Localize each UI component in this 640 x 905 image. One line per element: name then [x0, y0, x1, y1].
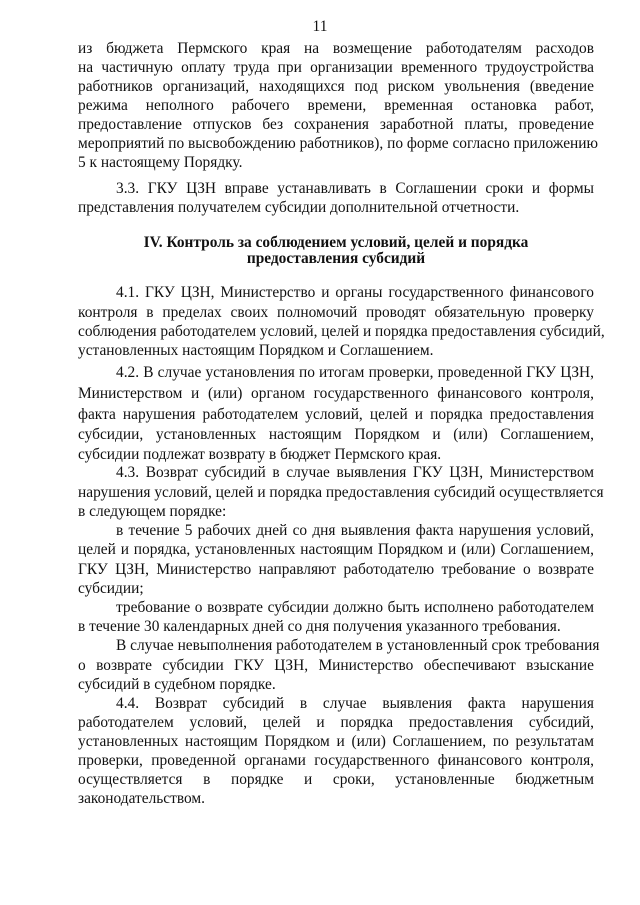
text-line: в течение 5 рабочих дней со дня выявления факта нарушения условий, — [116, 522, 594, 539]
text-line: факта нарушения работодателем условий, целей и порядка предоставления — [78, 406, 594, 423]
text-line: предоставление отпусков без сохранения заработной платы, проведение — [78, 116, 594, 133]
text-line: из бюджета Пермского края на возмещение работодателям расходов — [78, 40, 594, 57]
text-line: нарушения условий, целей и порядка предоставления субсидий осуществляется — [78, 484, 604, 501]
text-line: осуществляется в порядке и сроки, установленные бюджетным — [78, 771, 594, 788]
text-line: контроля в пределах своих полномочий проводят обязательную проверку — [78, 304, 594, 321]
text-line: 4.4. Возврат субсидий в случае выявления факта нарушения — [116, 695, 594, 712]
text-line: субсидий в судебном порядке. — [78, 676, 276, 693]
section-heading: IV. Контроль за соблюдением условий, целей и порядка — [143, 234, 529, 251]
page-number: 11 — [312, 18, 328, 35]
text-line: законодательством. — [78, 790, 206, 807]
text-line: представления получателем субсидии дополнительной отчетности. — [78, 199, 520, 216]
text-line: в следующем порядке: — [78, 503, 227, 520]
text-line: на частичную оплату труда при организации временного трудоустройства — [78, 59, 594, 76]
text-line: субсидии, установленных настоящим Порядком и (или) Соглашением, — [78, 426, 594, 443]
text-line: о возврате субсидии ГКУ ЦЗН, Министерство обеспечивают взыскание — [78, 657, 594, 674]
text-line: 4.1. ГКУ ЦЗН, Министерство и органы государственного финансового — [116, 284, 594, 301]
text-line: режима неполного рабочего времени, временная остановка работ, — [78, 97, 594, 114]
text-line: целей и порядка, установленных настоящим Порядком и (или) Соглашением, — [78, 541, 594, 558]
text-line: субсидии; — [78, 580, 144, 597]
text-line: мероприятий по высвобождению работников), по форме согласно приложению — [78, 135, 599, 152]
text-line: работодателем условий, целей и порядка предоставления субсидий, — [78, 714, 594, 731]
text-line: требование о возврате субсидии должно быть исполнено работодателем — [116, 599, 594, 616]
text-line: Министерством и (или) органом государственного финансового контроля, — [78, 385, 594, 402]
text-line: 4.3. Возврат субсидий в случае выявления ГКУ ЦЗН, Министерством — [116, 464, 594, 481]
text-line: 3.3. ГКУ ЦЗН вправе устанавливать в Соглашении сроки и формы — [116, 180, 594, 197]
text-line: ГКУ ЦЗН, Министерство направляют работодателю требование о возврате — [78, 561, 594, 578]
section-heading: предоставления субсидий — [246, 250, 426, 267]
text-line: установленных настоящим Порядком и Соглашением. — [78, 342, 434, 359]
text-line: проверки, проведенной органами государственного финансового контроля, — [78, 752, 594, 769]
text-line: работников организаций, находящихся под риском увольнения (введение — [78, 78, 594, 95]
text-line: 4.2. В случае установления по итогам проверки, проведенной ГКУ ЦЗН, — [116, 364, 594, 381]
text-line: в течение 30 календарных дней со дня получения указанного требования. — [78, 618, 561, 635]
text-line: установленных настоящим Порядком и (или) Соглашением, по результатам — [78, 733, 594, 750]
text-line: соблюдения работодателем условий, целей и порядка предоставления субсидий, — [78, 323, 605, 340]
text-line: 5 к настоящему Порядку. — [78, 154, 243, 171]
text-line: В случае невыполнения работодателем в установленный срок требования — [116, 637, 600, 654]
text-line: субсидии подлежат возврату в бюджет Пермского края. — [78, 446, 442, 463]
